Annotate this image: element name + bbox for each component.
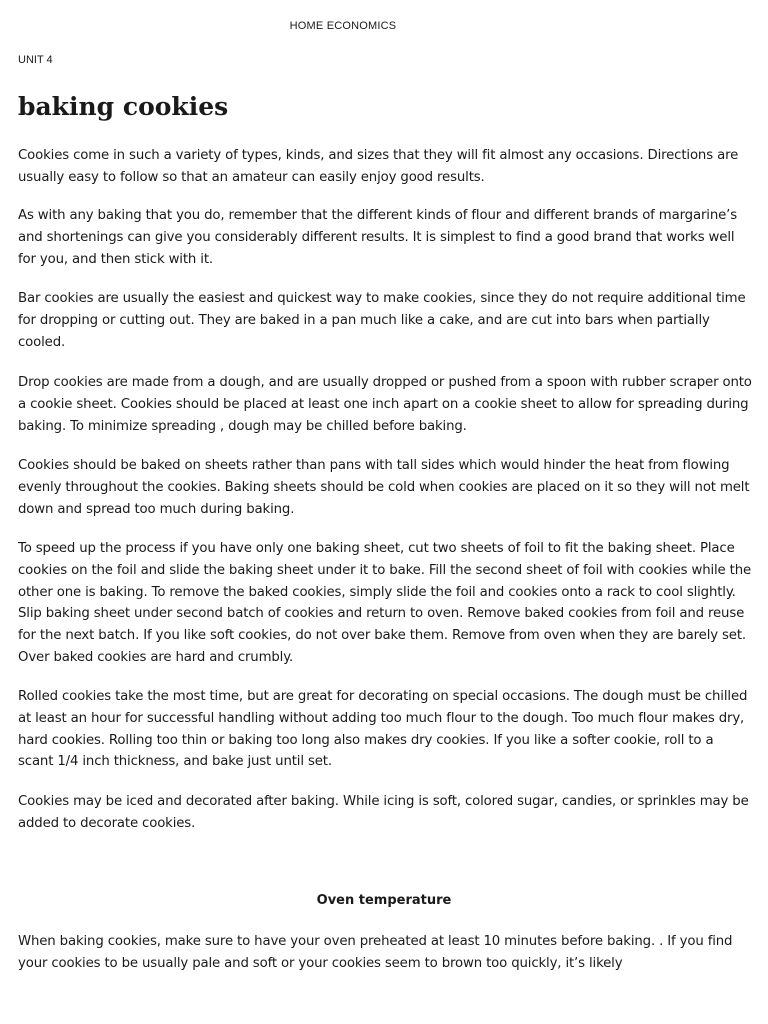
paragraph-baking-sheets: Cookies should be baked on sheets rather than pans with tall sides which would hinder the heat from flowing evenly throughout the cookies. Baking sheets should be cold when cookies are placed on it so they will not melt down and spread too much during baking. — [18, 458, 750, 517]
paragraph-rolled-cookies: Rolled cookies take the most time, but are great for decorating on special occasions. The dough must be chilled at least an hour for successful handling without adding too much flour to the dough. Too much flour makes dry, hard cookies. Rolling too thin or baking too long also makes dry cookies. If you like a softer cookie, roll to a scant 1/4 inch thickness, and bake just until set. — [18, 689, 748, 770]
paragraph-flour-brands: As with any baking that you do, remember that the different kinds of flour and different brands of margarine’s and shortenings can give you considerably different results. It is simplest to find a good brand that works well for you, and then stick with it. — [18, 208, 737, 267]
paragraph-drop-cookies: Drop cookies are made from a dough, and are usually dropped or pushed from a spoon with rubber scraper onto a cookie sheet. Cookies should be placed at least one inch apart on a cookie sheet to allow for spreading during baking. To minimize spreading , dough may be chilled before baking. — [18, 375, 752, 434]
course-header: HOME ECONOMICS — [289, 20, 397, 32]
paragraph-intro: Cookies come in such a variety of types, kinds, and sizes that they will fit almost any occasions. Directions are usually easy to follow so that an amateur can easily enjoy good results. — [18, 148, 739, 185]
paragraph-bar-cookies: Bar cookies are usually the easiest and quickest way to make cookies, since they do not require additional time for dropping or cutting out. They are baked in a pan much like a cake, and are cut into bars when partially cooled. — [18, 291, 746, 350]
paragraph-decorating: Cookies may be iced and decorated after baking. While icing is soft, colored sugar, candies, or sprinkles may be added to decorate cookies. — [18, 794, 749, 831]
paragraph-foil-method: To speed up the process if you have only one baking sheet, cut two sheets of foil to fit the baking sheet. Place cookies on the foil and slide the baking sheet under it to bake. Fill the second sheet of foil with cookies while the other one is baking. To remove the baked cookies, simply slide the foil and cookies onto a rack to cool slightly. Slip baking sheet under second batch of cookies and return to oven. Remove baked cookies from foil and reuse for the next batch. If you like soft cookies, do not over bake them. Remove from oven when they are barely set. Over baked cookies are hard and crumbly. — [18, 541, 752, 665]
section-heading-oven-temperature: Oven temperature — [316, 893, 452, 908]
unit-label: UNIT 4 — [18, 54, 53, 66]
page-title: baking cookies — [18, 92, 229, 121]
paragraph-oven-temperature: When baking cookies, make sure to have your oven preheated at least 10 minutes before baking. . If you find your cookies to be usually pale and soft or your cookies seem to brown too quickly, it’s likely — [18, 934, 733, 971]
